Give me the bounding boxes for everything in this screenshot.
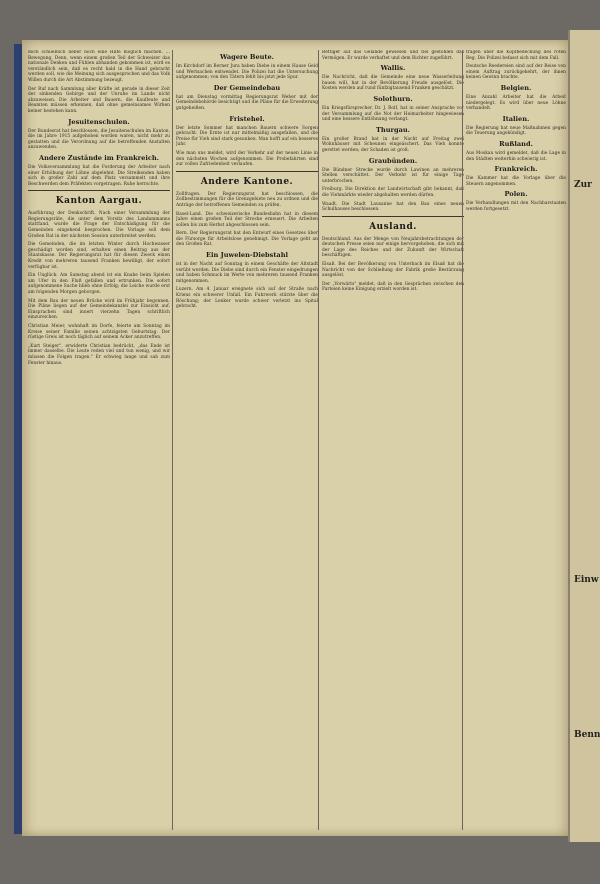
article-paragraph: Deutsche Reedereien sind auf der Reise von einem Auftrag zurückgekehrt, der ihnen keinen Gewinn brachte. [466, 64, 566, 81]
section-rule [176, 171, 318, 172]
article-heading: Andere Zustände im Frankreich. [39, 153, 159, 162]
article-paragraph: Zollfragen. Der Regierungsrat hat beschlossen, die Zollbestimmungen für die Grenzgebiete neu zu ordnen und die Anträge der betroffenen Gemeinden zu prüfen. [176, 191, 318, 208]
next-page-fragment: Einw [574, 575, 599, 585]
article-paragraph: Der „Vorwärts" meldet, daß in den Gesprächen zwischen den Parteien keine Einigung erzielt worden ist. [322, 281, 464, 293]
section-heading: Kanton Aargau. [55, 196, 143, 207]
column-4 [466, 50, 566, 830]
article-heading: Wallis. [380, 64, 406, 73]
section-rule [322, 216, 464, 217]
adjacent-page-edge [568, 30, 600, 842]
section-rule [28, 190, 170, 191]
article-paragraph: Der Bundesrat hat beschlossen, die Jesuitenschulen im Kanton, die im Jahre 1915 aufgehoben worden waren, nicht mehr zu gestatten und die Verordnung auf die betreffenden Anstalten anzuwenden. [28, 128, 170, 151]
column-2 [176, 50, 318, 830]
article-heading: Rußland. [499, 139, 533, 148]
article-paragraph: Freiburg. Die Direktion der Landwirtschaft gibt bekannt, daß die Viehmärkte wieder abgehalten werden dürfen. [322, 187, 464, 198]
article-paragraph: Basel-Land. Die schweizerische Bundesbahn hat in diesem Jahre einen großen Teil der Strecke erneuert. Die Arbeiten sollen bis zum Herbst abgeschlossen sein. [176, 211, 318, 228]
article-paragraph: doch schließlich lieber noch eine Hilfe möglich machen. ... Bewegung. Denn, wenn einem großen Teil der Schweizer das nationale Denken und Fühlen abhanden gekommen ist, wird es verständlich sein, daß es recht bald in die Hand gebracht werden soll, wie die Meinung sich ausgesprochen und das Volk Willen durch die Art Abstimmung bezeugt. [28, 50, 170, 83]
column-divider [318, 50, 319, 830]
article-heading: Der Gemeindebau [213, 83, 281, 92]
column-3 [322, 50, 464, 830]
article-paragraph: Die Kammer hat die Vorlage über die Steuern angenommen. [466, 176, 566, 187]
article-paragraph: Die Verhandlungen mit den Nachbarstaaten werden fortgesetzt. [466, 201, 566, 212]
article-paragraph: Der letzte Sommer hat manchen Bauern schwere Sorgen gebracht. Die Ernte ist nur mittelmäßig ausgefallen, und die Preise für Vieh sind stark gesunken. Man hofft auf ein besseres Jahr. [176, 125, 318, 148]
column-divider [462, 50, 463, 830]
article-heading: Jesuitenschulen. [68, 117, 130, 126]
article-paragraph: Christian Meier, wohnhaft im Dorfe, feierte am Sonntag im Kreise seiner Familie seinen achtzigsten Geburtstag. Der rüstige Greis ist noch täglich auf seinem Acker anzutreffen. [28, 323, 170, 341]
article-paragraph: Wie man uns meldet, wird der Verkehr auf der neuen Linie in den nächsten Wochen aufgenommen. Die Probefahrten sind zur vollen Zufriedenheit verlaufen. [176, 150, 318, 168]
article-paragraph: Die Bündner Strecke wurde durch Lawinen an mehreren Stellen verschüttet. Der Verkehr ist für einige Tage unterbrochen. [322, 167, 464, 184]
article-paragraph: Deutschland. Aus der Menge von Neujahrsbetrachtungen der deutschen Presse seien nur einige hervorgehoben, die sich mit der Lage des Reiches und der Zukunft der Wirtschaft beschäftigen. [322, 236, 464, 259]
article-heading: Graubünden. [368, 156, 418, 165]
article-heading: Wagere Beute. [220, 53, 274, 61]
article-paragraph: Ausführung der Denkschrift. Nach einer Versammlung der Regierungsräte, die unter dem Vorsitz des Landammanns stattfand, wurde die Frage der Entschädigung für die Gemeinden eingehend besprochen. Die Vorlage soll dem Großen Rat in der nächsten Session unterbreitet werden. [28, 211, 170, 239]
newspaper-page [22, 40, 570, 836]
article-paragraph: Mit dem Bau der neuen Brücke wird im Frühjahr begonnen. Die Pläne liegen auf der Gemeindekanzlei zur Einsicht auf. Einsprachen sind innert vierzehn Tagen schriftlich einzureichen. [28, 298, 170, 321]
article-paragraph: Die Nachricht, daß die Gemeinde eine neue Wasserleitung bauen will, hat in der Bevölkerung Freude ausgelöst. Die Kosten werden auf rund fünfzigtausend Franken geschätzt. [322, 75, 464, 92]
next-page-fragment: Zur [574, 180, 592, 190]
article-heading: Belgien. [500, 83, 532, 92]
article-paragraph: Elsaß. Bei der Bevölkerung von Unterbach im Elsaß hat die Nachricht von der Schließung der Fabrik große Bestürzung ausgelöst. [322, 262, 464, 279]
section-heading: Andere Kantone. [200, 176, 294, 187]
article-paragraph: Im Kirchdorf im Berner Jura haben Diebe in einem Hause Geld und Wertsachen entwendet. Die Polizei hat die Untersuchung aufgenommen; von den Tätern fehlt bis jetzt jede Spur. [176, 64, 318, 81]
article-heading: Thurgau. [376, 125, 410, 134]
article-paragraph: Waadt. Die Stadt Lausanne hat den Bau eines neuen Schulhauses beschlossen. [322, 201, 464, 213]
article-paragraph: Eine Anzahl Arbeiter hat die Arbeit niedergelegt. Es wird über neue Löhne verhandelt. [466, 94, 566, 112]
article-paragraph: Die Gemeinden, die im letzten Winter durch Hochwasser geschädigt worden sind, erhalten einen Beitrag aus der Staatskasse. Der Regierungsrat hat für diesen Zweck einen Kredit von mehreren tausend Franken bewilligt, der sofort verfügbar ist. [28, 242, 170, 270]
column-divider [172, 50, 173, 830]
article-paragraph: Die Regierung hat neue Maßnahmen gegen die Teuerung angekündigt. [466, 125, 566, 137]
article-paragraph: ist in der Nacht auf Sonntag in einem Geschäfte der Altstadt verübt worden. Die Diebe sind durch ein Fenster eingedrungen und haben Schmuck im Werte von mehreren tausend Franken mitgenommen. [176, 262, 318, 284]
article-paragraph: Ein Kriegsfürsprecher, Dr. J. Rolf, hat in seiner Ansprache vor der Versammlung auf die Not der Heimarbeiter hingewiesen und eine bessere Entlöhnung verlangt. [322, 105, 464, 123]
article-paragraph: Bettiger auf das Gelände gewiesen und fiel gestohlen das Vermögen. Er wurde verhaftet und dem Richter zugeführt. [322, 50, 464, 61]
article-paragraph: Bern. Der Regierungsrat hat den Entwurf eines Gesetzes über die Fürsorge für Arbeitslose genehmigt. Die Vorlage geht an den Großen Rat. [176, 231, 318, 248]
article-paragraph: Aus Moskau wird gemeldet, daß die Lage in den Städten weiterhin schwierig ist. [466, 150, 566, 162]
article-heading: Fristehel. [229, 114, 265, 123]
article-paragraph: tragen über die Kopfbedeckung des roten Reg. Die Polizei befasst sich mit dem Fall. [466, 50, 566, 61]
article-heading: Italien. [502, 114, 530, 123]
section-heading: Ausland. [369, 221, 417, 232]
column-1 [28, 50, 170, 830]
article-paragraph: Der Ruf nach Sammlung aller Kräfte ist gerade in dieser Zeit der sinkenden Gebirge und der Unruhe im Lande nicht abzuweisen. Die Arbeiter und Bauern, die Kaufleute und Beamten müssen erkennen, daß ohne gemeinsames Wirken keiner bestehen kann. [28, 86, 170, 114]
article-heading: Ein Juwelen-Diebstahl [206, 251, 288, 260]
article-paragraph: „Kurt Steiger", erwiderte Christian bedrückt, „das Ende ist immer dasselbe. Die Leute reden viel und tun wenig, und wir müssen die Folgen tragen." Er schwieg lange und sah zum Fenster hinaus. [28, 343, 170, 366]
article-paragraph: Ein Unglück. Am Samstag abend ist ein Knabe beim Spielen am Ufer in den Fluß gefallen und ertrunken. Die sofort aufgenommene Suche blieb ohne Erfolg; die Leiche wurde erst am folgenden Morgen geborgen. [28, 273, 170, 295]
article-paragraph: hat am Dienstag vormittag Regierungsrat Weber mit der Gemeindebehörde besichtigt und die Pläne für die Erweiterung gutgeheißen. [176, 94, 318, 111]
article-heading: Frankreich. [494, 165, 538, 174]
next-page-fragment: Benn [574, 730, 600, 740]
article-paragraph: Ein großer Brand hat in der Nacht auf Freitag zwei Wohnhäuser mit Scheunen eingeäschert. Das Vieh konnte gerettet werden; der Schaden ist groß. [322, 136, 464, 153]
article-heading: Solothurn. [373, 94, 413, 103]
article-paragraph: Die Volksversammlung hat die Forderung der Arbeiter nach einer Erhöhung der Löhne abgelehnt. Die Streikenden haben sich in großer Zahl auf dem Platz versammelt und ihre Beschwerden dem Präfekten vorgetragen. Ruhe herrschte. [28, 164, 170, 187]
article-heading: Polen. [504, 190, 528, 199]
article-paragraph: Luzern. Am 4. Januar ereignete sich auf der Straße nach Kriens ein schwerer Unfall. Ein Fuhrwerk stürzte über die Böschung; der Lenker wurde schwer verletzt ins Spital gebracht. [176, 287, 318, 310]
